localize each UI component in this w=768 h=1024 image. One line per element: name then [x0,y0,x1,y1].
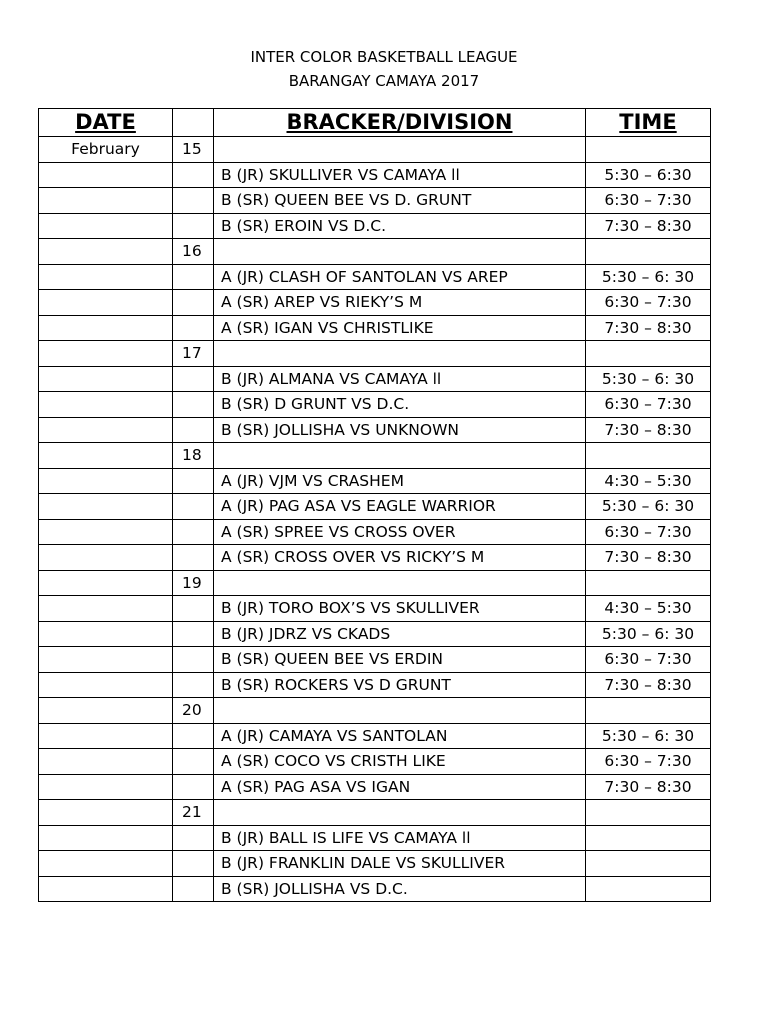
table-row [39,264,711,290]
date-cell [39,570,173,596]
schedule-table [38,108,711,902]
date-cell [39,621,173,647]
table-row [39,417,711,443]
date-cell [39,545,173,571]
table-row [39,468,711,494]
match-cell: B (SR) JOLLISHA VS D.C. [214,876,586,902]
day-cell: 18 [173,443,214,469]
table-row [39,825,711,851]
table-row [39,341,711,367]
day-cell [173,545,214,571]
day-cell [173,749,214,775]
match-cell: A (SR) AREP VS RIEKY’S M [214,290,586,316]
date-cell [39,723,173,749]
schedule-table-body [39,109,711,902]
time-cell: 7:30 – 8:30 [586,315,711,341]
match-cell: A (JR) VJM VS CRASHEM [214,468,586,494]
match-cell: A (SR) IGAN VS CHRISTLIKE [214,315,586,341]
time-cell: 6:30 – 7:30 [586,647,711,673]
document-subtitle: BARANGAY CAMAYA 2017 [288,72,480,90]
time-cell: 6:30 – 7:30 [586,519,711,545]
date-cell [39,341,173,367]
day-cell [173,596,214,622]
match-cell: B (SR) QUEEN BEE VS D. GRUNT [214,188,586,214]
date-cell [39,774,173,800]
time-cell [586,443,711,469]
date-cell [39,749,173,775]
date-cell [39,876,173,902]
date-cell [39,290,173,316]
day-cell: 19 [173,570,214,596]
table-row [39,213,711,239]
day-cell [173,672,214,698]
match-cell: B (SR) JOLLISHA VS UNKNOWN [214,417,586,443]
time-cell [586,825,711,851]
table-row [39,876,711,902]
time-cell: 5:30 – 6: 30 [586,264,711,290]
day-cell [173,315,214,341]
date-cell [39,494,173,520]
table-row [39,698,711,724]
table-row [39,162,711,188]
time-cell: 7:30 – 8:30 [586,417,711,443]
match-cell [214,137,586,163]
date-cell [39,264,173,290]
date-cell [39,851,173,877]
time-cell: 4:30 – 5:30 [586,468,711,494]
match-cell: A (JR) CAMAYA VS SANTOLAN [214,723,586,749]
date-cell [39,417,173,443]
column-header-day [173,109,214,137]
table-row [39,800,711,826]
day-cell [173,417,214,443]
time-cell [586,137,711,163]
match-cell: A (JR) CLASH OF SANTOLAN VS AREP [214,264,586,290]
match-cell: B (JR) SKULLIVER VS CAMAYA ll [214,162,586,188]
table-row [39,366,711,392]
match-cell: B (JR) JDRZ VS CKADS [214,621,586,647]
time-cell [586,239,711,265]
match-cell: B (SR) D GRUNT VS D.C. [214,392,586,418]
date-cell [39,392,173,418]
date-cell [39,519,173,545]
table-row [39,596,711,622]
table-row [39,443,711,469]
day-cell [173,774,214,800]
day-cell [173,290,214,316]
date-cell [39,825,173,851]
day-cell: 20 [173,698,214,724]
day-cell [173,851,214,877]
match-cell [214,239,586,265]
date-cell [39,213,173,239]
date-cell [39,315,173,341]
time-cell [586,341,711,367]
time-cell [586,851,711,877]
date-cell [39,698,173,724]
table-header-row [39,109,711,137]
day-cell [173,723,214,749]
table-row [39,494,711,520]
match-cell: B (JR) FRANKLIN DALE VS SKULLIVER [214,851,586,877]
table-row [39,188,711,214]
time-cell: 5:30 – 6: 30 [586,723,711,749]
table-row [39,723,711,749]
match-cell: B (SR) EROIN VS D.C. [214,213,586,239]
time-cell [586,876,711,902]
date-cell [39,239,173,265]
time-cell: 7:30 – 8:30 [586,213,711,239]
date-cell [39,672,173,698]
date-cell [39,468,173,494]
time-cell: 6:30 – 7:30 [586,749,711,775]
document-title: INTER COLOR BASKETBALL LEAGUE [250,48,518,66]
table-row [39,774,711,800]
day-cell [173,162,214,188]
match-cell [214,570,586,596]
date-cell: February [39,137,173,163]
day-cell [173,213,214,239]
date-cell [39,162,173,188]
date-cell [39,800,173,826]
time-cell: 6:30 – 7:30 [586,392,711,418]
match-cell: B (JR) ALMANA VS CAMAYA ll [214,366,586,392]
match-cell: A (SR) PAG ASA VS IGAN [214,774,586,800]
day-cell [173,366,214,392]
date-cell [39,443,173,469]
match-cell [214,341,586,367]
time-cell: 5:30 – 6: 30 [586,621,711,647]
table-row [39,290,711,316]
day-cell [173,188,214,214]
match-cell: B (SR) ROCKERS VS D GRUNT [214,672,586,698]
match-cell: B (SR) QUEEN BEE VS ERDIN [214,647,586,673]
table-row [39,519,711,545]
day-cell [173,825,214,851]
time-cell [586,698,711,724]
table-row [39,749,711,775]
match-cell: A (SR) CROSS OVER VS RICKY’S M [214,545,586,571]
column-header-time: TIME [586,109,711,137]
match-cell: A (JR) PAG ASA VS EAGLE WARRIOR [214,494,586,520]
time-cell [586,800,711,826]
match-cell: A (SR) SPREE VS CROSS OVER [214,519,586,545]
match-cell: A (SR) COCO VS CRISTH LIKE [214,749,586,775]
time-cell: 5:30 – 6: 30 [586,494,711,520]
time-cell: 7:30 – 8:30 [586,672,711,698]
day-cell: 17 [173,341,214,367]
table-row [39,137,711,163]
time-cell: 6:30 – 7:30 [586,188,711,214]
day-cell [173,876,214,902]
time-cell [586,570,711,596]
date-cell [39,647,173,673]
column-header-division: BRACKER/DIVISION [214,109,586,137]
match-cell [214,443,586,469]
table-row [39,621,711,647]
day-cell [173,494,214,520]
time-cell: 5:30 – 6:30 [586,162,711,188]
table-row [39,315,711,341]
time-cell: 7:30 – 8:30 [586,545,711,571]
match-cell [214,698,586,724]
table-row [39,392,711,418]
match-cell: B (JR) TORO BOX’S VS SKULLIVER [214,596,586,622]
date-cell [39,596,173,622]
match-cell [214,800,586,826]
day-cell [173,621,214,647]
day-cell [173,519,214,545]
time-cell: 5:30 – 6: 30 [586,366,711,392]
table-row [39,851,711,877]
table-row [39,239,711,265]
day-cell: 16 [173,239,214,265]
day-cell [173,392,214,418]
table-row [39,647,711,673]
day-cell: 15 [173,137,214,163]
day-cell: 21 [173,800,214,826]
column-header-date: DATE [39,109,173,137]
day-cell [173,468,214,494]
table-row [39,672,711,698]
day-cell [173,647,214,673]
day-cell [173,264,214,290]
time-cell: 4:30 – 5:30 [586,596,711,622]
table-row [39,545,711,571]
table-row [39,570,711,596]
date-cell [39,366,173,392]
match-cell: B (JR) BALL IS LIFE VS CAMAYA ll [214,825,586,851]
date-cell [39,188,173,214]
time-cell: 6:30 – 7:30 [586,290,711,316]
time-cell: 7:30 – 8:30 [586,774,711,800]
